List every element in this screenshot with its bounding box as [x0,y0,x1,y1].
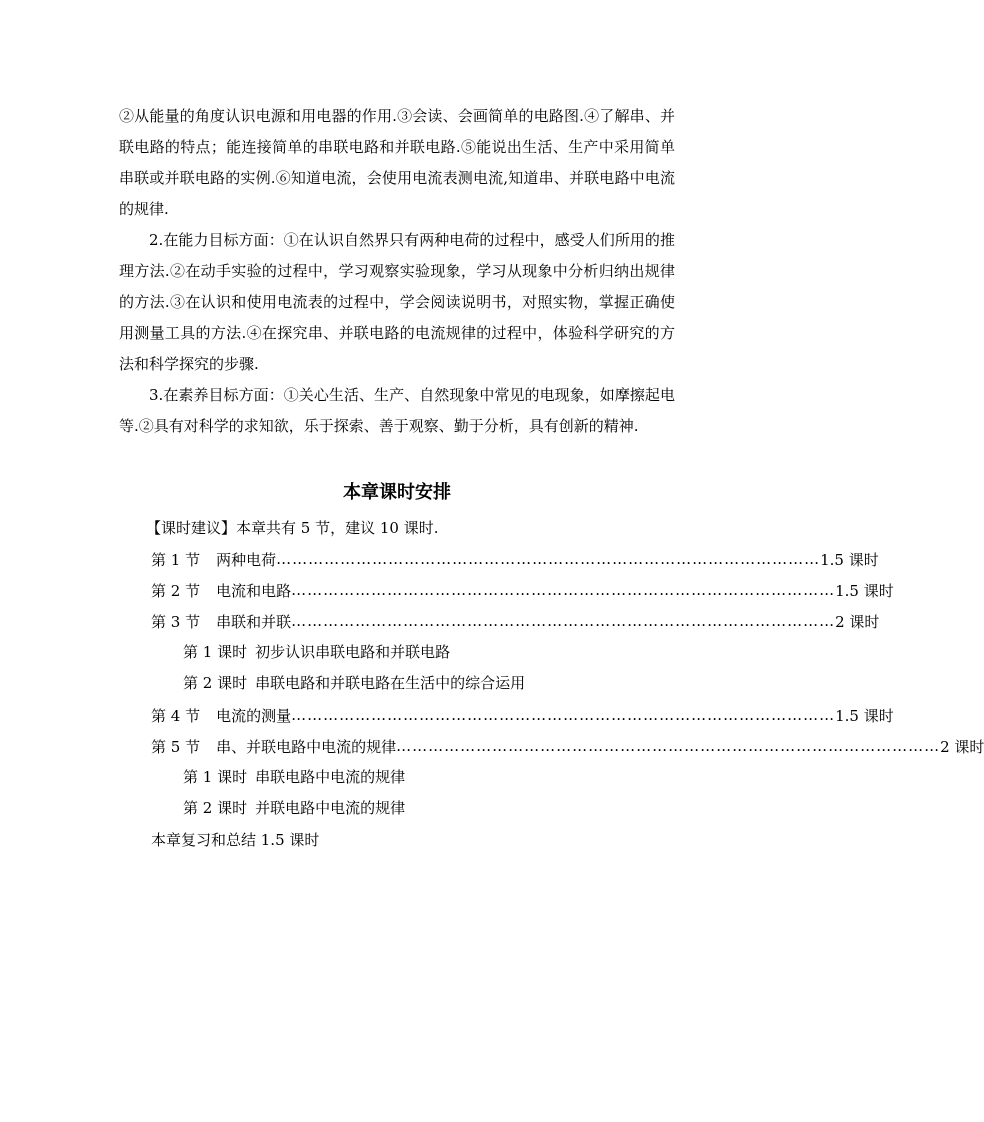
subsection-row [183,763,405,791]
section-name: 串、并联电路中电流的规律 [216,737,397,756]
toc-row-section-1 [151,545,879,573]
dot-leader: ………………………………………………………………………………………… [291,706,836,724]
subsection-number: 第 1 课时 [183,768,248,786]
toc-row-section-5 [151,732,984,760]
objectives-paragraph-literacy: 3.在素养目标方面：①关心生活、生产、自然现象中常见的电现象，如摩擦起电等.②具有对科学的求知欲，乐于探索、善于观察、勤于分析，具有创新的精神. [119,386,675,435]
subsection-number: 第 2 课时 [183,674,248,692]
section-number: 第 3 节 [151,612,201,631]
section-time: 1.5 课时 [820,550,879,569]
subsection-number: 第 1 课时 [183,643,248,661]
subsection-row [183,669,525,697]
subsection-name: 串联电路中电流的规律 [255,768,406,786]
section-name: 两种电荷 [216,550,277,569]
section-number: 第 2 节 [151,581,201,600]
objectives-paragraph-ability: 2.在能力目标方面：①在认识自然界只有两种电荷的过程中，感受人们所用的推理方法.②在动手实验的过程中，学习观察实验现象，学习从现象中分析归纳出规律的方法.③在认识和使用电流表的过程中，学会阅读说明书，对照实物，掌握正确使用测量工具的方法.④在探究串、并联电路的电流规律的过程中，体验科学研究的方法和科学探究的步骤. [119,231,675,373]
subsection-name: 初步认识串联电路和并联电路 [255,643,451,661]
section-number: 第 1 节 [151,550,201,569]
lesson-suggestion: 【课时建议】本章共有 5 节，建议 10 课时. [146,519,439,537]
dot-leader: ………………………………………………………………………………………… [276,550,821,568]
subsection-number: 第 2 课时 [183,799,248,817]
section-name: 电流的测量 [216,706,292,725]
section-number: 第 5 节 [151,737,201,756]
subsection-row [183,638,450,666]
section-time: 2 课时 [835,612,880,631]
toc-row-section-4 [151,701,894,729]
dot-leader: ………………………………………………………………………………………… [396,737,941,755]
section-time: 1.5 课时 [835,706,894,725]
toc-row-section-2 [151,576,894,604]
subsection-name: 并联电路中电流的规律 [255,799,406,817]
subsection-row [183,794,405,822]
toc-row-section-3 [151,607,880,635]
objectives-paragraph-knowledge: ②从能量的角度认识电源和用电器的作用.③会读、会画简单的电路图.④了解串、并联电路的特点；能连接简单的串联电路和并联电路.⑤能说出生活、生产中采用简单串联或并联电路的实例.⑥知道电流，会使用电流表测电流,知道串、并联电路中电流的规律. [119,107,675,218]
section-name: 串联和并联 [216,612,292,631]
dot-leader: ………………………………………………………………………………………… [291,612,836,630]
section-number: 第 4 节 [151,706,201,725]
chapter-review: 本章复习和总结 1.5 课时 [151,831,320,849]
schedule-heading: 本章课时安排 [343,482,451,503]
subsection-name: 串联电路和并联电路在生活中的综合运用 [255,674,526,692]
section-name: 电流和电路 [216,581,292,600]
dot-leader: ………………………………………………………………………………………… [291,581,836,599]
section-time: 1.5 课时 [835,581,894,600]
section-time: 2 课时 [940,737,984,756]
